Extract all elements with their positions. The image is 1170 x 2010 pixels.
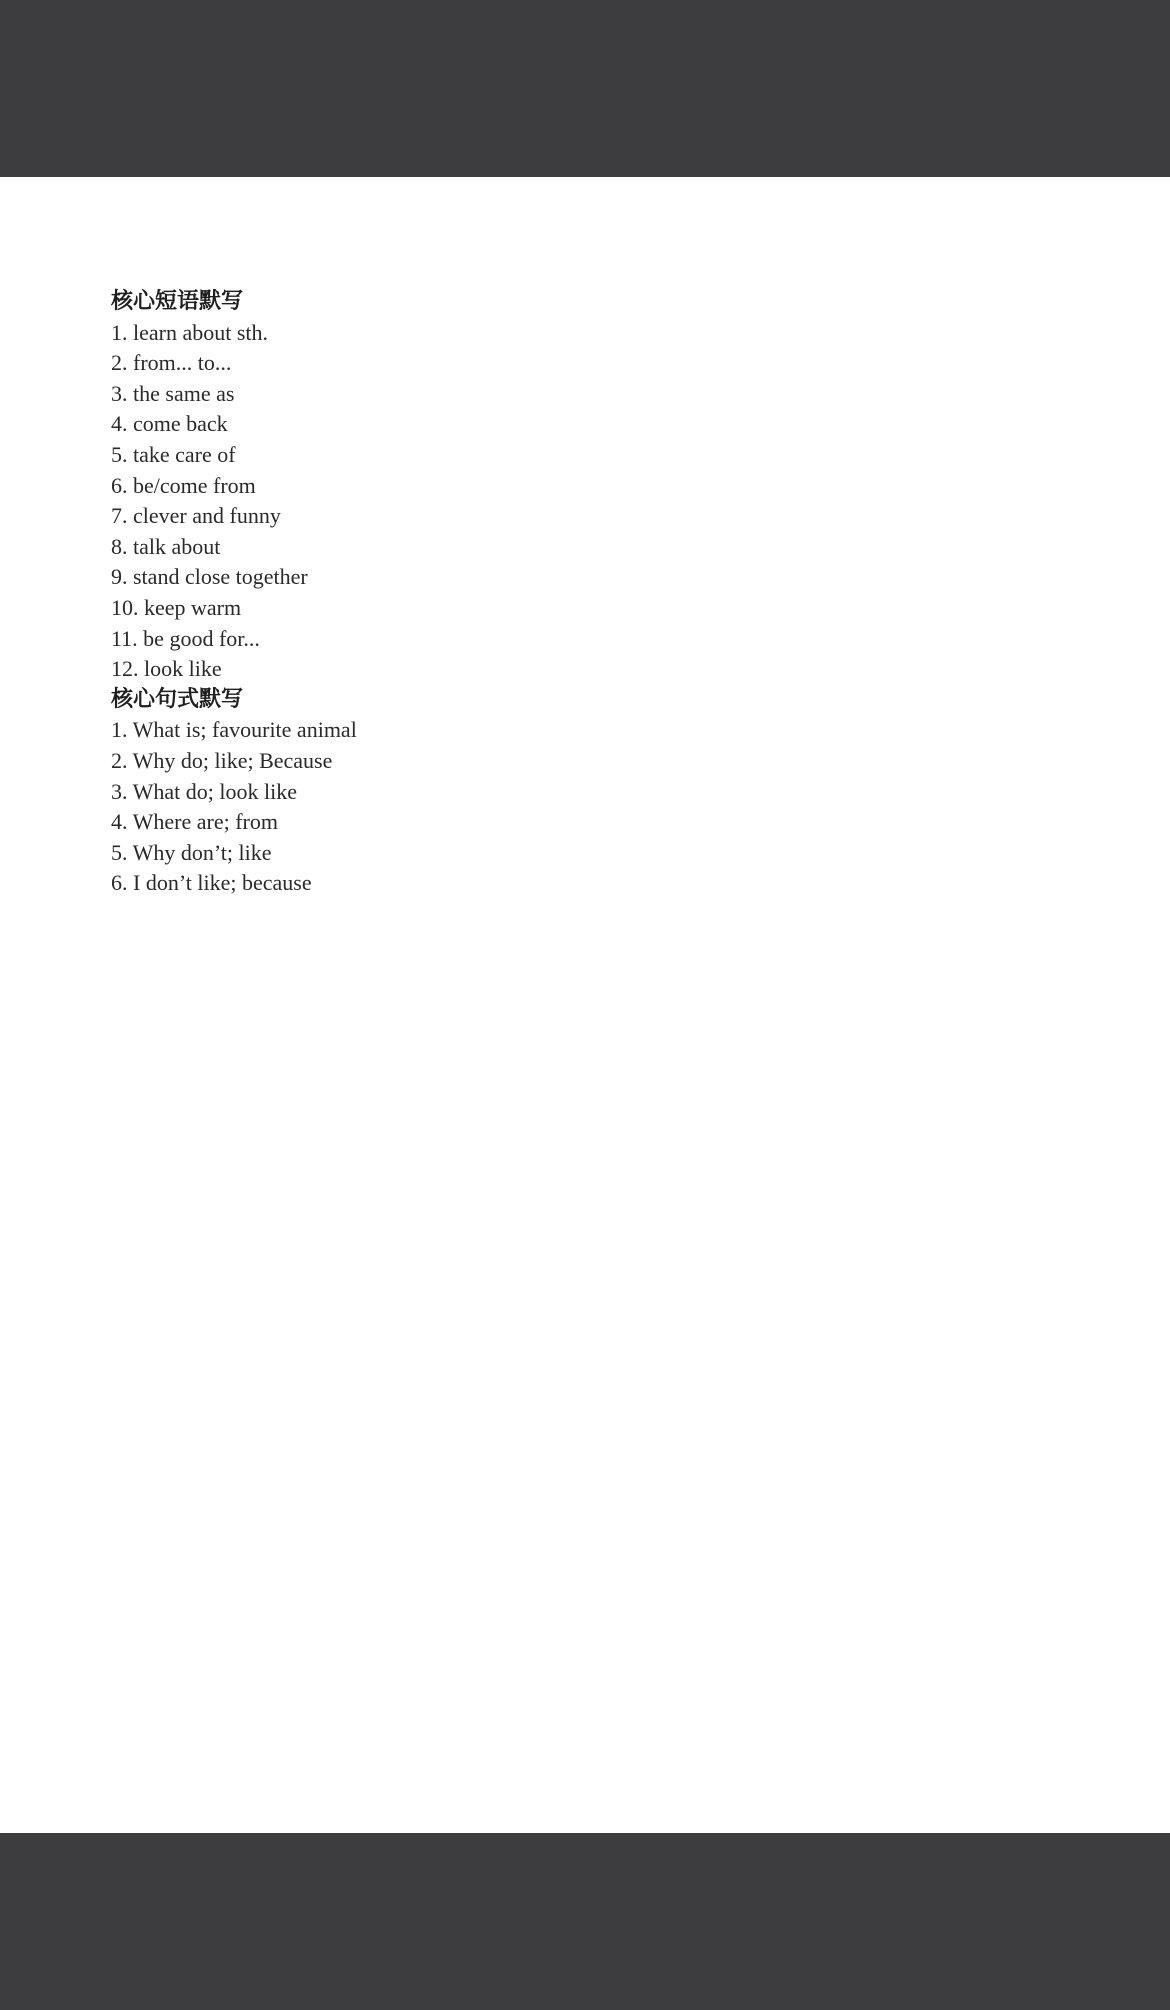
- list-item: 2. Why do; like; Because: [111, 747, 333, 773]
- list-item: 3. What do; look like: [111, 778, 297, 804]
- list-item: 1. learn about sth.: [111, 319, 269, 345]
- list-item: 5. Why don’t; like: [111, 839, 272, 865]
- list-item: 10. keep warm: [111, 594, 242, 620]
- list-item: 9. stand close together: [111, 564, 308, 590]
- viewer-top-bar: [0, 0, 1170, 177]
- document-content: [111, 287, 1011, 899]
- list-item: 7. clever and funny: [111, 503, 281, 529]
- list-item: 2. from... to...: [111, 350, 232, 376]
- list-item: 3. the same as: [111, 380, 235, 406]
- list-item: 4. come back: [111, 411, 228, 437]
- list-item: 12. look like: [111, 656, 222, 682]
- list-item: 5. take care of: [111, 441, 236, 467]
- sentence-list: [111, 715, 1011, 899]
- section-core-sentences: [111, 685, 1011, 899]
- list-item: 11. be good for...: [111, 625, 260, 651]
- list-item: 6. be/come from: [111, 472, 256, 498]
- section-core-phrases: [111, 287, 1011, 685]
- list-item: 1. What is; favourite animal: [111, 717, 357, 743]
- list-item: 4. Where are; from: [111, 809, 278, 835]
- section-heading: 核心句式默写: [111, 686, 244, 712]
- viewer-bottom-bar: [0, 1833, 1170, 2010]
- section-heading: 核心短语默写: [111, 289, 244, 314]
- list-item: 6. I don’t like; because: [111, 870, 312, 896]
- phrase-list: [111, 318, 1011, 685]
- document-page: [0, 177, 1170, 1833]
- list-item: 8. talk about: [111, 533, 221, 559]
